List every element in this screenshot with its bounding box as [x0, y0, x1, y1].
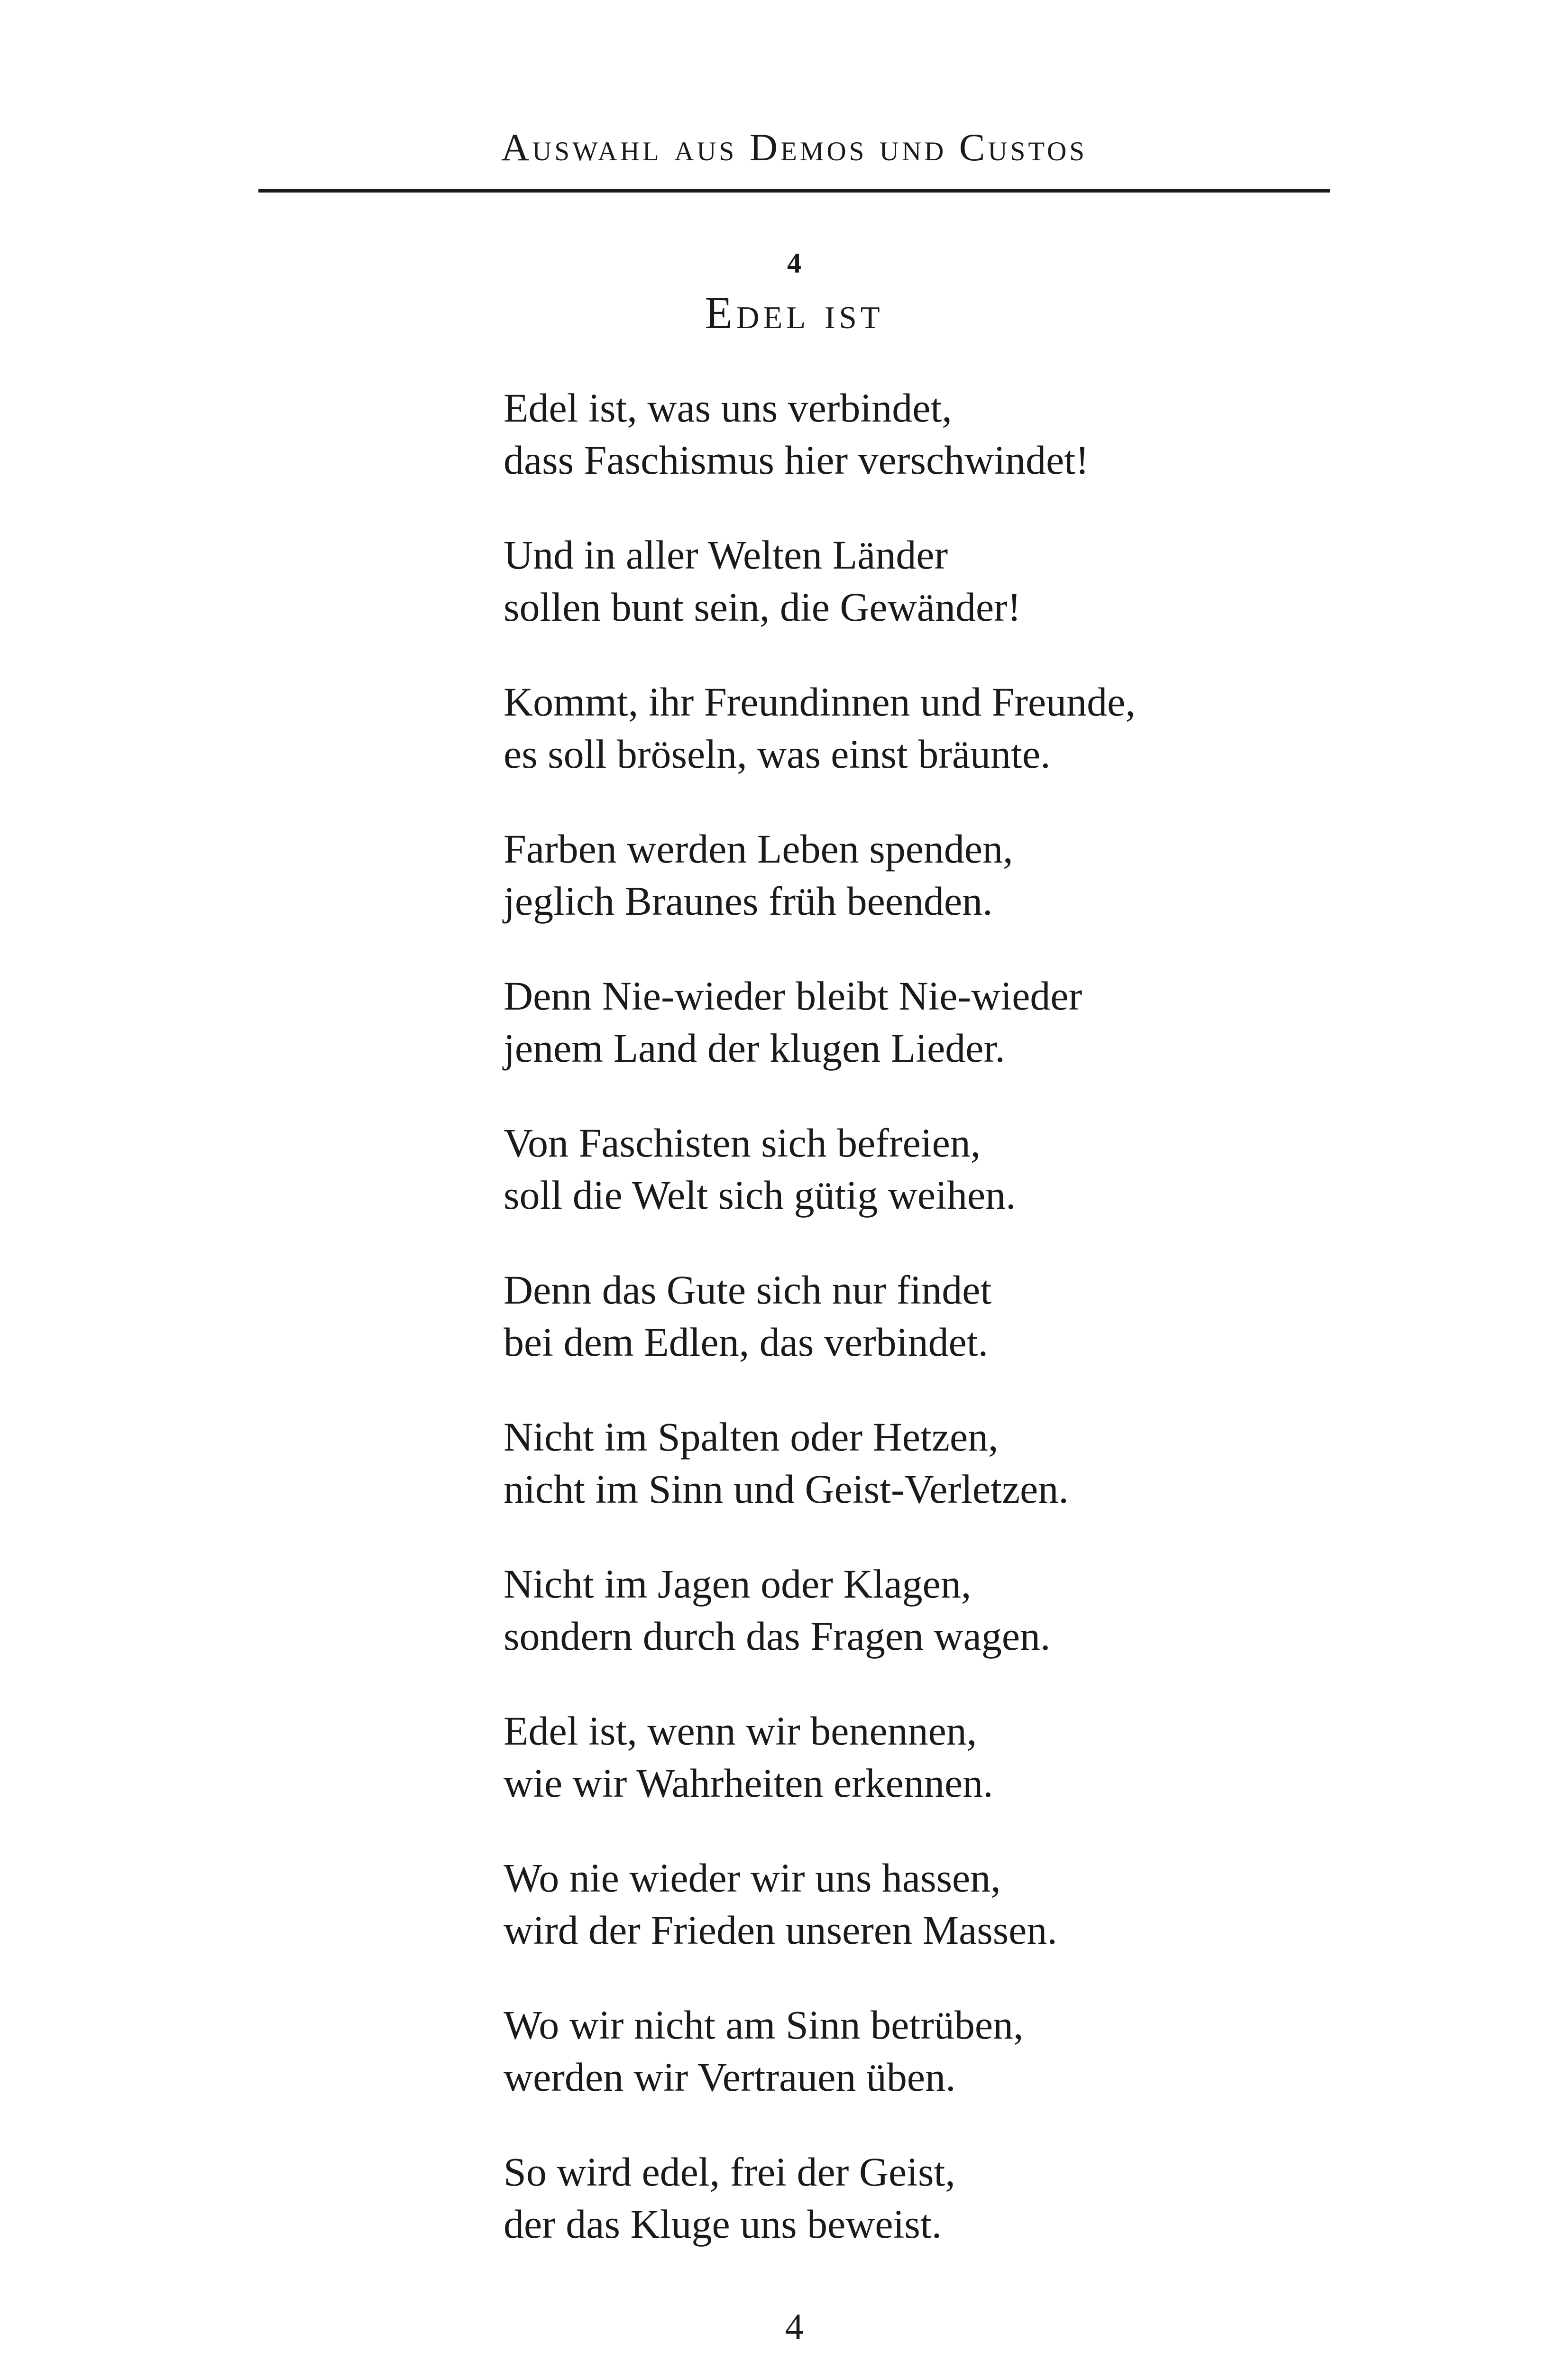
stanza: [504, 823, 1404, 970]
verse-line: wird der Frieden unseren Massen.: [504, 1907, 1057, 1953]
verse-line: sondern durch das Fragen wagen.: [504, 1613, 1051, 1659]
page-number: 4: [785, 2306, 804, 2347]
verse-line: nicht im Sinn und Geist-Verletzen.: [504, 1466, 1069, 1512]
stanza: [504, 1411, 1404, 1558]
stanza: [504, 1558, 1404, 1705]
verse-line: wie wir Wahrheiten erkennen.: [504, 1760, 993, 1806]
verse-line: Wo wir nicht am Sinn betrüben,: [504, 2002, 1024, 2048]
verse-line: es soll bröseln, was einst bräunte.: [504, 731, 1051, 777]
verse-line: Denn Nie-wieder bleibt Nie-wieder: [504, 973, 1082, 1019]
poem-title: Edel ist: [705, 287, 884, 338]
verse-line: Nicht im Jagen oder Klagen,: [504, 1561, 972, 1607]
stanza: [504, 970, 1404, 1117]
header-rule: [258, 189, 1330, 193]
verse-line: Wo nie wieder wir uns hassen,: [504, 1855, 1001, 1901]
stanza: [504, 1264, 1404, 1411]
verse-line: jenem Land der klugen Lieder.: [504, 1025, 1005, 1071]
poem-body: [504, 382, 1404, 2293]
verse-line: Edel ist, wenn wir benennen,: [504, 1708, 977, 1754]
verse-line: Edel ist, was uns verbindet,: [504, 385, 952, 431]
stanza: [504, 1999, 1404, 2146]
verse-line: Farben werden Leben spenden,: [504, 826, 1013, 872]
stanza: [504, 382, 1404, 529]
verse-line: dass Faschismus hier verschwindet!: [504, 437, 1089, 483]
verse-line: Von Faschisten sich befreien,: [504, 1120, 981, 1166]
poem-number: 4: [787, 248, 801, 279]
stanza: [504, 676, 1404, 823]
stanza: [504, 2146, 1404, 2293]
verse-line: der das Kluge uns beweist.: [504, 2201, 942, 2247]
verse-line: Denn das Gute sich nur findet: [504, 1267, 992, 1313]
verse-line: So wird edel, frei der Geist,: [504, 2149, 955, 2195]
verse-line: sollen bunt sein, die Gewänder!: [504, 584, 1021, 630]
verse-line: werden wir Vertrauen üben.: [504, 2054, 956, 2100]
verse-line: jeglich Braunes früh beenden.: [504, 878, 993, 924]
verse-line: soll die Welt sich gütig weihen.: [504, 1172, 1016, 1218]
running-head: Auswahl aus Demos und Custos: [501, 126, 1088, 169]
verse-line: Nicht im Spalten oder Hetzen,: [504, 1414, 999, 1460]
stanza: [504, 1852, 1404, 1999]
verse-line: bei dem Edlen, das verbindet.: [504, 1319, 989, 1365]
verse-line: Und in aller Welten Länder: [504, 532, 948, 578]
verse-line: Kommt, ihr Freundinnen und Freunde,: [504, 679, 1136, 725]
stanza: [504, 1705, 1404, 1852]
stanza: [504, 1117, 1404, 1264]
stanza: [504, 529, 1404, 676]
